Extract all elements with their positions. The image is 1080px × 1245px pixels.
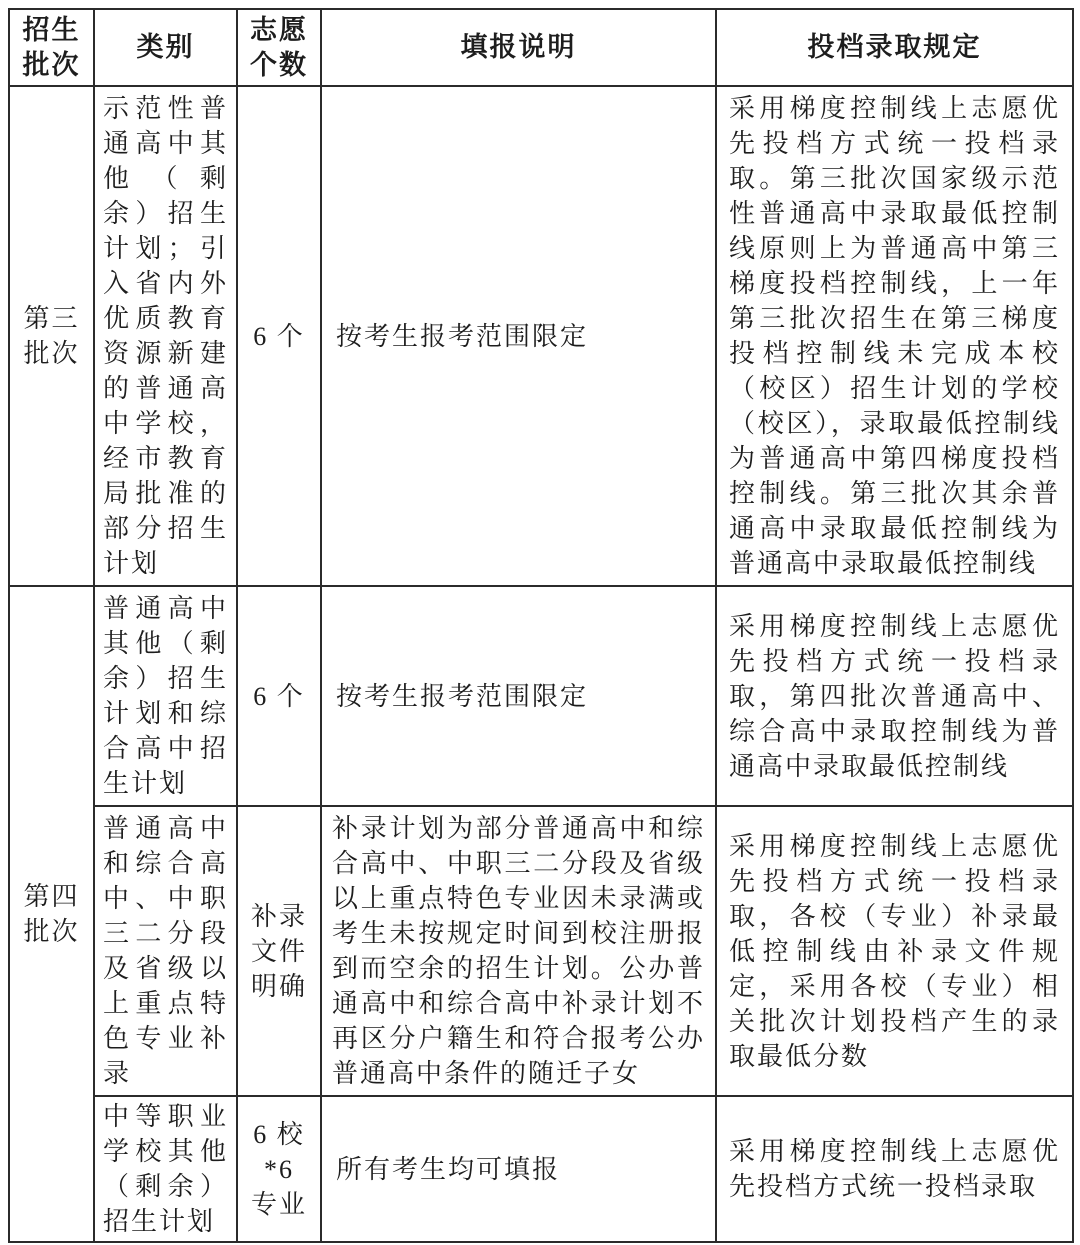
batch4-supplement-admission-rules: 采用梯度控制线上志愿优先投档方式统一投档录取，各校（专业）补录最低控制线由补录文件规定，采用各校（专业）相关批次计划投档产生的录取最低分数 [716, 806, 1073, 1096]
header-category: 类别 [94, 9, 237, 86]
batch4-vocational-fill-instructions: 所有考生均可填报 [321, 1096, 716, 1242]
admission-batch-table [8, 8, 1074, 1243]
batch3-admission-rules: 采用梯度控制线上志愿优先投档方式统一投档录取。第三批次国家级示范性普通高中录取最低控制线原则上为普通高中第三梯度投档控制线，上一年第三批次招生在第三梯度投档控制线未完成本校（校区）招生计划的学校（校区），录取最低控制线为普通高中第四梯度投档控制线。第三批次其余普通高中录取最低控制线为普通高中录取最低控制线 [716, 86, 1073, 586]
batch4-supplement-fill-instructions: 补录计划为部分普通高中和综合高中、中职三二分段及省级以上重点特色专业因未录满或考生未按规定时间到校注册报到而空余的招生计划。公办普通高中和综合高中补录计划不再区分户籍生和符合报考公办普通高中条件的随迁子女 [321, 806, 716, 1096]
header-admission-rules: 投档录取规定 [716, 9, 1073, 86]
header-fill-instructions: 填报说明 [321, 9, 716, 86]
table-row-batch3 [9, 86, 1073, 586]
batch4-label: 第四批次 [9, 586, 94, 1242]
batch4-regular-admission-rules: 采用梯度控制线上志愿优先投档方式统一投档录取，第四批次普通高中、综合高中录取控制线为普通高中录取最低控制线 [716, 586, 1073, 806]
table-row-batch4-regular [9, 586, 1073, 806]
batch4-regular-category: 普通高中其他（剩余）招生计划和综合高中招生计划 [94, 586, 237, 806]
batch3-choice-count: 6 个 [237, 86, 321, 586]
table-row-batch4-vocational [9, 1096, 1073, 1242]
batch4-vocational-admission-rules: 采用梯度控制线上志愿优先投档方式统一投档录取 [716, 1096, 1073, 1242]
batch4-supplement-choice-count: 补录文件明确 [237, 806, 321, 1096]
batch4-supplement-category: 普通高中和综合高中、中职三二分段及省级以上重点特色专业补录 [94, 806, 237, 1096]
batch4-vocational-category: 中等职业学校其他（剩余）招生计划 [94, 1096, 237, 1242]
batch4-regular-fill-instructions: 按考生报考范围限定 [321, 586, 716, 806]
batch3-category: 示范性普通高中其他（剩余）招生计划；引入省内外优质教育资源新建的普通高中学校，经市教育局批准的部分招生计划 [94, 86, 237, 586]
batch4-regular-choice-count: 6 个 [237, 586, 321, 806]
batch3-label: 第三批次 [9, 86, 94, 586]
table-row-batch4-supplement [9, 806, 1073, 1096]
table-header-row [9, 9, 1073, 86]
header-batch: 招生批次 [9, 9, 94, 86]
batch4-vocational-choice-count: 6 校*6 专业 [237, 1096, 321, 1242]
batch3-fill-instructions: 按考生报考范围限定 [321, 86, 716, 586]
header-choice-count: 志愿个数 [237, 9, 321, 86]
